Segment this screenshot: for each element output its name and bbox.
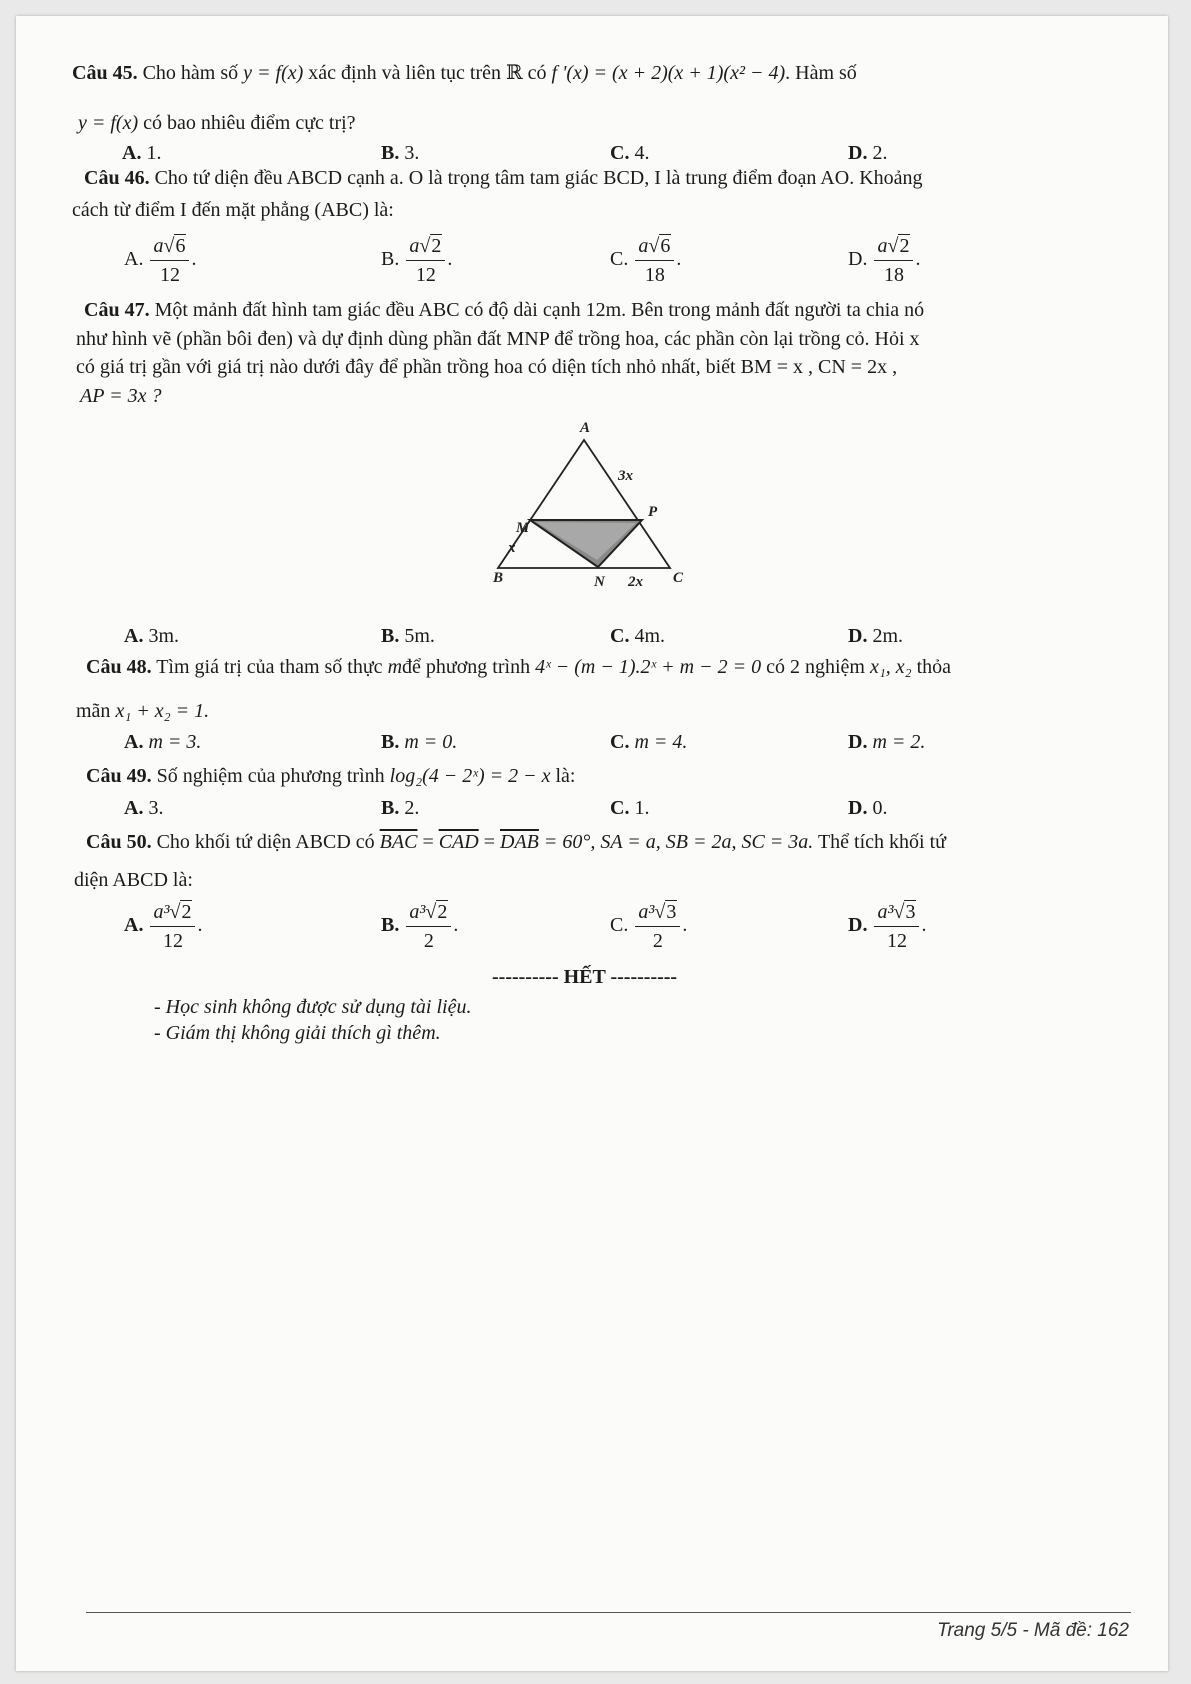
q49-answer-b[interactable]: B. 2. bbox=[381, 797, 420, 819]
q45-answer-a[interactable]: A. 1. bbox=[122, 142, 162, 164]
q46-answer-b[interactable]: B. $\frac{a√2}{12}$ . bbox=[381, 232, 452, 289]
label-c: C bbox=[673, 570, 684, 586]
question-46-label: Câu 46. bbox=[84, 167, 150, 189]
footer-rule bbox=[86, 1612, 1131, 1613]
q48-answer-b[interactable]: B. m = 0. bbox=[381, 731, 458, 753]
q47-answer-a[interactable]: A. 3m. bbox=[124, 625, 180, 647]
q50-answer-d[interactable]: D. $\frac{\text{a³√3}}{12}$ . bbox=[848, 898, 926, 955]
q50-answer-a[interactable]: A. $\frac{\text{a³√2}}{12}$ . bbox=[124, 898, 202, 955]
question-49-line-1: Câu 49. Số nghiệm của phương trình log₂(4 − 2ˣ) = 2 − x là: bbox=[86, 765, 576, 787]
question-45-line-1: Câu 45. Cho hàm số y = f(x) xác định và liên tục trên ℝ có f '(x) = (x + 2)(x + 1)(x² − 4). Hàm số bbox=[72, 62, 857, 84]
question-50-line-1: Câu 50. Cho khối tứ diện ABCD có $\overline{BAC} = \overline{CAD} = \overline{DAB} = 60^\circ$, SA = a, SB = 2a, SC = 3a. Thể tích khối tứ bbox=[86, 831, 946, 853]
question-46-line-1: Câu 46. Cho tứ diện đều ABCD cạnh a. O là trọng tâm tam giác BCD, I là trung điểm đoạn AO. Khoảng bbox=[84, 167, 923, 189]
q47-answer-b[interactable]: B. 5m. bbox=[381, 625, 435, 647]
q48-answer-c[interactable]: C. m = 4. bbox=[610, 731, 688, 753]
question-45-line-2: y = f(x) có bao nhiêu điểm cực trị? bbox=[78, 112, 356, 134]
note-1: - Học sinh không được sử dụng tài liệu. bbox=[154, 996, 472, 1018]
label-n: N bbox=[594, 574, 605, 590]
page-footer: Trang 5/5 - Mã đề: 162 bbox=[937, 1620, 1129, 1641]
q49-answer-c[interactable]: C. 1. bbox=[610, 797, 650, 819]
question-47-line-2: như hình vẽ (phần bôi đen) và dự định dùng phần đất MNP để trồng hoa, các phần còn lại trồng cỏ. Hỏi x bbox=[76, 328, 920, 350]
question-48-line-2: mãn x₁ + x₂ = 1. bbox=[76, 700, 210, 722]
q47-answer-d[interactable]: D. 2m. bbox=[848, 625, 904, 647]
label-ap: 3x bbox=[618, 468, 633, 484]
question-50-line-2: diện ABCD là: bbox=[74, 869, 193, 891]
q48-answer-a[interactable]: A. m = 3. bbox=[124, 731, 202, 753]
label-b: B bbox=[493, 570, 504, 586]
label-m: M bbox=[516, 520, 530, 536]
q50-answer-c[interactable]: C. $\frac{\text{a³√3}}{2}$ . bbox=[610, 898, 687, 955]
label-bm: x bbox=[508, 540, 516, 556]
q46-answer-c[interactable]: C. $\frac{a√6}{18}$ . bbox=[610, 232, 681, 289]
triangle-figure bbox=[488, 410, 708, 590]
note-2: - Giám thị không giải thích gì thêm. bbox=[154, 1022, 441, 1044]
q46-answer-a[interactable]: A. $\frac{a√6}{12}$ . bbox=[124, 232, 196, 289]
end-mark: ---------- HẾT ---------- bbox=[492, 966, 678, 988]
q47-answer-c[interactable]: C. 4m. bbox=[610, 625, 666, 647]
q50-answer-b[interactable]: B. $\frac{\text{a³√2}}{2}$ . bbox=[381, 898, 458, 955]
question-46-line-2: cách từ điểm I đến mặt phẳng (ABC) là: bbox=[72, 199, 394, 221]
q48-answer-d[interactable]: D. m = 2. bbox=[848, 731, 926, 753]
question-47-line-1: Câu 47. Một mảnh đất hình tam giác đều ABC có độ dài cạnh 12m. Bên trong mảnh đất người ta chia nó bbox=[84, 299, 925, 321]
q46-answer-d[interactable]: D. $\frac{a√2}{18}$ . bbox=[848, 232, 920, 289]
q45-answer-b[interactable]: B. 3. bbox=[381, 142, 420, 164]
q49-answer-a[interactable]: A. 3. bbox=[124, 797, 164, 819]
question-47-line-4: AP = 3x ? bbox=[80, 385, 162, 407]
question-50-label: Câu 50. bbox=[86, 831, 152, 853]
q45-answer-d[interactable]: D. 2. bbox=[848, 142, 888, 164]
label-a: A bbox=[580, 420, 591, 436]
question-48-line-1: Câu 48. Tìm giá trị của tham số thực mđể phương trình 4ˣ − (m − 1).2ˣ + m − 2 = 0 có 2 nghiệm x₁, x₂ thỏa bbox=[86, 656, 952, 678]
question-47-line-3: có giá trị gần với giá trị nào dưới đây để phần trồng hoa có diện tích nhỏ nhất, biết BM = x , CN = 2x , bbox=[76, 356, 898, 378]
label-p: P bbox=[648, 504, 658, 520]
q49-answer-d[interactable]: D. 0. bbox=[848, 797, 888, 819]
label-cn: 2x bbox=[628, 574, 643, 590]
question-45-label: Câu 45. bbox=[72, 62, 138, 84]
question-49-label: Câu 49. bbox=[86, 765, 152, 787]
question-48-label: Câu 48. bbox=[86, 656, 152, 678]
q45-answer-c[interactable]: C. 4. bbox=[610, 142, 650, 164]
question-47-label: Câu 47. bbox=[84, 299, 150, 321]
